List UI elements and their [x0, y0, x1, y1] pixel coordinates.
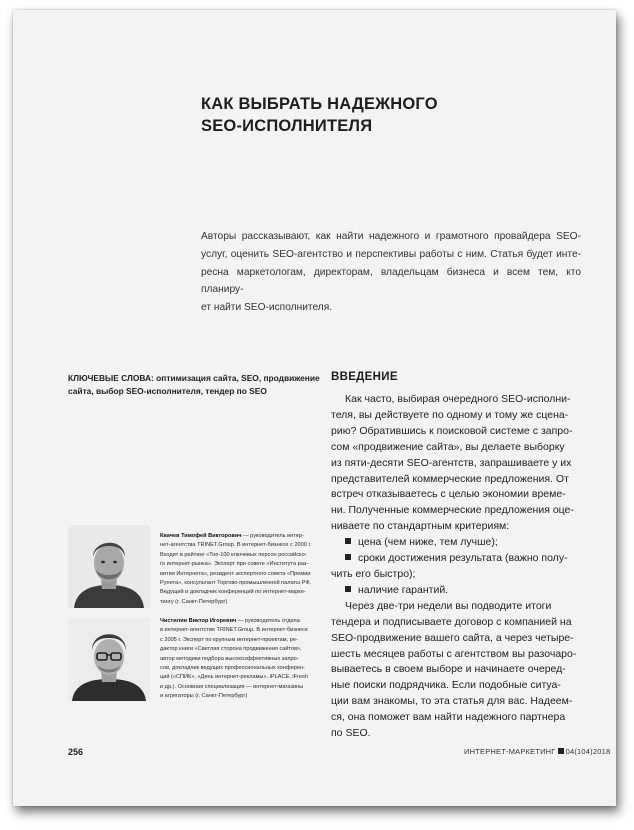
author-name: Квачев Тимофей Викторович: [160, 533, 242, 539]
article-body: [331, 392, 591, 742]
author-photo-chistilin: [68, 618, 150, 701]
body-line: сом «продвижение сайта», вы делаете выборку: [331, 440, 565, 453]
bio-line: ций («СПИК», «День интернет-рекламы», iPLACE, iFresh: [160, 674, 308, 681]
list-item: [331, 583, 591, 599]
body-line: шесть месяцев работы с агентством вы разочаро-: [331, 647, 577, 660]
article-title: [201, 93, 581, 137]
issue-number: 04(104)2018: [565, 747, 611, 756]
author-photo-kvachev: [68, 525, 150, 608]
body-line: по SEO.: [331, 727, 371, 740]
body-line: SEO-продвижение вашего сайта, а через четыре-: [331, 631, 574, 644]
list-item: [331, 551, 591, 567]
body-line: теля, вы действуете по одному и тому же сцена-: [331, 408, 569, 421]
bio-line: Рунета», консультант Торгово-промышленной палаты РФ.: [160, 580, 312, 587]
author-bio-kvachev: [160, 532, 320, 607]
journal-name: ИНТЕРНЕТ-МАРКЕТИНГ: [464, 747, 556, 756]
lead-line: ет найти SEO-исполнителя.: [201, 302, 333, 314]
body-line: представителей коммерческие предложения. От: [331, 472, 569, 485]
article-title-line: КАК ВЫБРАТЬ НАДЕЖНОГО: [201, 95, 438, 113]
body-line: встреч отказываетесь с целью экономии време-: [331, 488, 566, 501]
lead-line: Авторы рассказывают, как найти надежного и грамотного провайдера SEO-: [201, 231, 581, 242]
author-name: Чистилин Виктор Игоревич: [160, 618, 237, 624]
list-item-continuation: чить его быстро);: [331, 567, 416, 580]
list-item-text: наличие гарантий.: [358, 583, 449, 596]
body-line: ниваете по стандартным критериям:: [331, 520, 510, 533]
lead-line: услуг, оценить SEO-агентство и перспективы работы с ним. Статья будет инте-: [201, 248, 581, 260]
keywords: [68, 372, 318, 397]
keywords-line: КЛЮЧЕВЫЕ СЛОВА: оптимизация сайта, SEO, продвижение: [68, 373, 320, 383]
bio-text: — руководитель интер-: [241, 533, 304, 539]
bio-line: и агрегаторы (г. Санкт-Петербург): [160, 693, 248, 700]
bullet-square-icon: [345, 554, 351, 560]
author-bio-chistilin: [160, 617, 320, 702]
body-line: ся, она поможет вам найти надежного партнера: [331, 711, 566, 724]
bullet-square-icon: [345, 586, 351, 592]
bio-line: вития Интернета», резидент экспертного совета «Премии: [160, 570, 311, 577]
bio-line: автор методики подбора высокоэффективных запро-: [160, 655, 299, 662]
journal-footer: [464, 747, 610, 756]
bio-line: Ведущий и докладчик конференций по интернет-марке-: [160, 589, 306, 596]
body-line: рию? Обратившись к поисковой системе с запро-: [331, 424, 573, 437]
bullet-square-icon: [345, 538, 351, 544]
bio-line: го интернет-рынка». Эксперт при совете «Института раз-: [160, 561, 309, 568]
body-line: вываетесь в своем выборе и начинаете очеред-: [331, 663, 566, 676]
list-item: [331, 535, 591, 551]
body-line: Через две-три недели вы подводите итоги: [345, 599, 552, 612]
bio-text: — руководитель отдела: [236, 618, 300, 624]
page-number: 256: [68, 747, 84, 757]
lead-line: ресна маркетологам, директорам, владельцам бизнеса и всем тем, кто планиру-: [201, 266, 581, 296]
body-line: ни. Полученные коммерческие предложения оце-: [331, 504, 574, 517]
article-title-line: SEO-ИСПОЛНИТЕЛЯ: [201, 117, 373, 135]
bio-line: дактор книги «Светлая сторона продвижения сайтов»,: [160, 646, 302, 653]
body-line: из пяти-десяти SEO-агентств, запрашиваете у их: [331, 456, 572, 469]
bio-line: Входит в рейтинг «Топ-100 ключевых персон российско-: [160, 551, 307, 558]
keywords-line: сайта, выбор SEO-исполнителя, тендер по SEO: [68, 385, 267, 396]
body-line: ные поиски подрядчика. Если подобные ситуа-: [331, 679, 561, 692]
body-line: Как часто, выбирая очередного SEO-исполни-: [345, 393, 571, 405]
bio-line: сов, докладчик ведущих профессиональных конферен-: [160, 665, 305, 672]
bio-line: с 2005 г. Эксперт по крупным интернет-проектам, ре-: [160, 636, 298, 643]
bio-line: [160, 617, 320, 626]
bio-line: и др.). Основная специализация — интернет-магазины: [160, 683, 304, 690]
list-item-text: цена (чем ниже, тем лучше);: [358, 536, 498, 549]
bio-line: нет-агентства TRINET.Group. В интернет-бизнесе с 2000 г.: [160, 542, 312, 549]
body-line: ции вам знакомы, то эта статья для вас. Надеем-: [331, 695, 573, 708]
author-portrait-icon: [68, 618, 150, 701]
bio-line: [160, 532, 320, 541]
body-line: тендера и подписываете договор с компанией на: [331, 615, 572, 628]
bio-line: в интернет-агентстве TRINET.Group. В интернет-бизнесе: [160, 627, 309, 634]
section-heading: ВВЕДЕНИЕ: [331, 371, 398, 383]
article-lead: [201, 228, 581, 317]
separator-square-icon: [558, 748, 564, 754]
list-item-text: сроки достижения результата (важно полу-: [358, 552, 568, 565]
author-portrait-icon: [68, 525, 150, 608]
bio-line: тингу (г. Санкт-Петербург): [160, 598, 228, 605]
